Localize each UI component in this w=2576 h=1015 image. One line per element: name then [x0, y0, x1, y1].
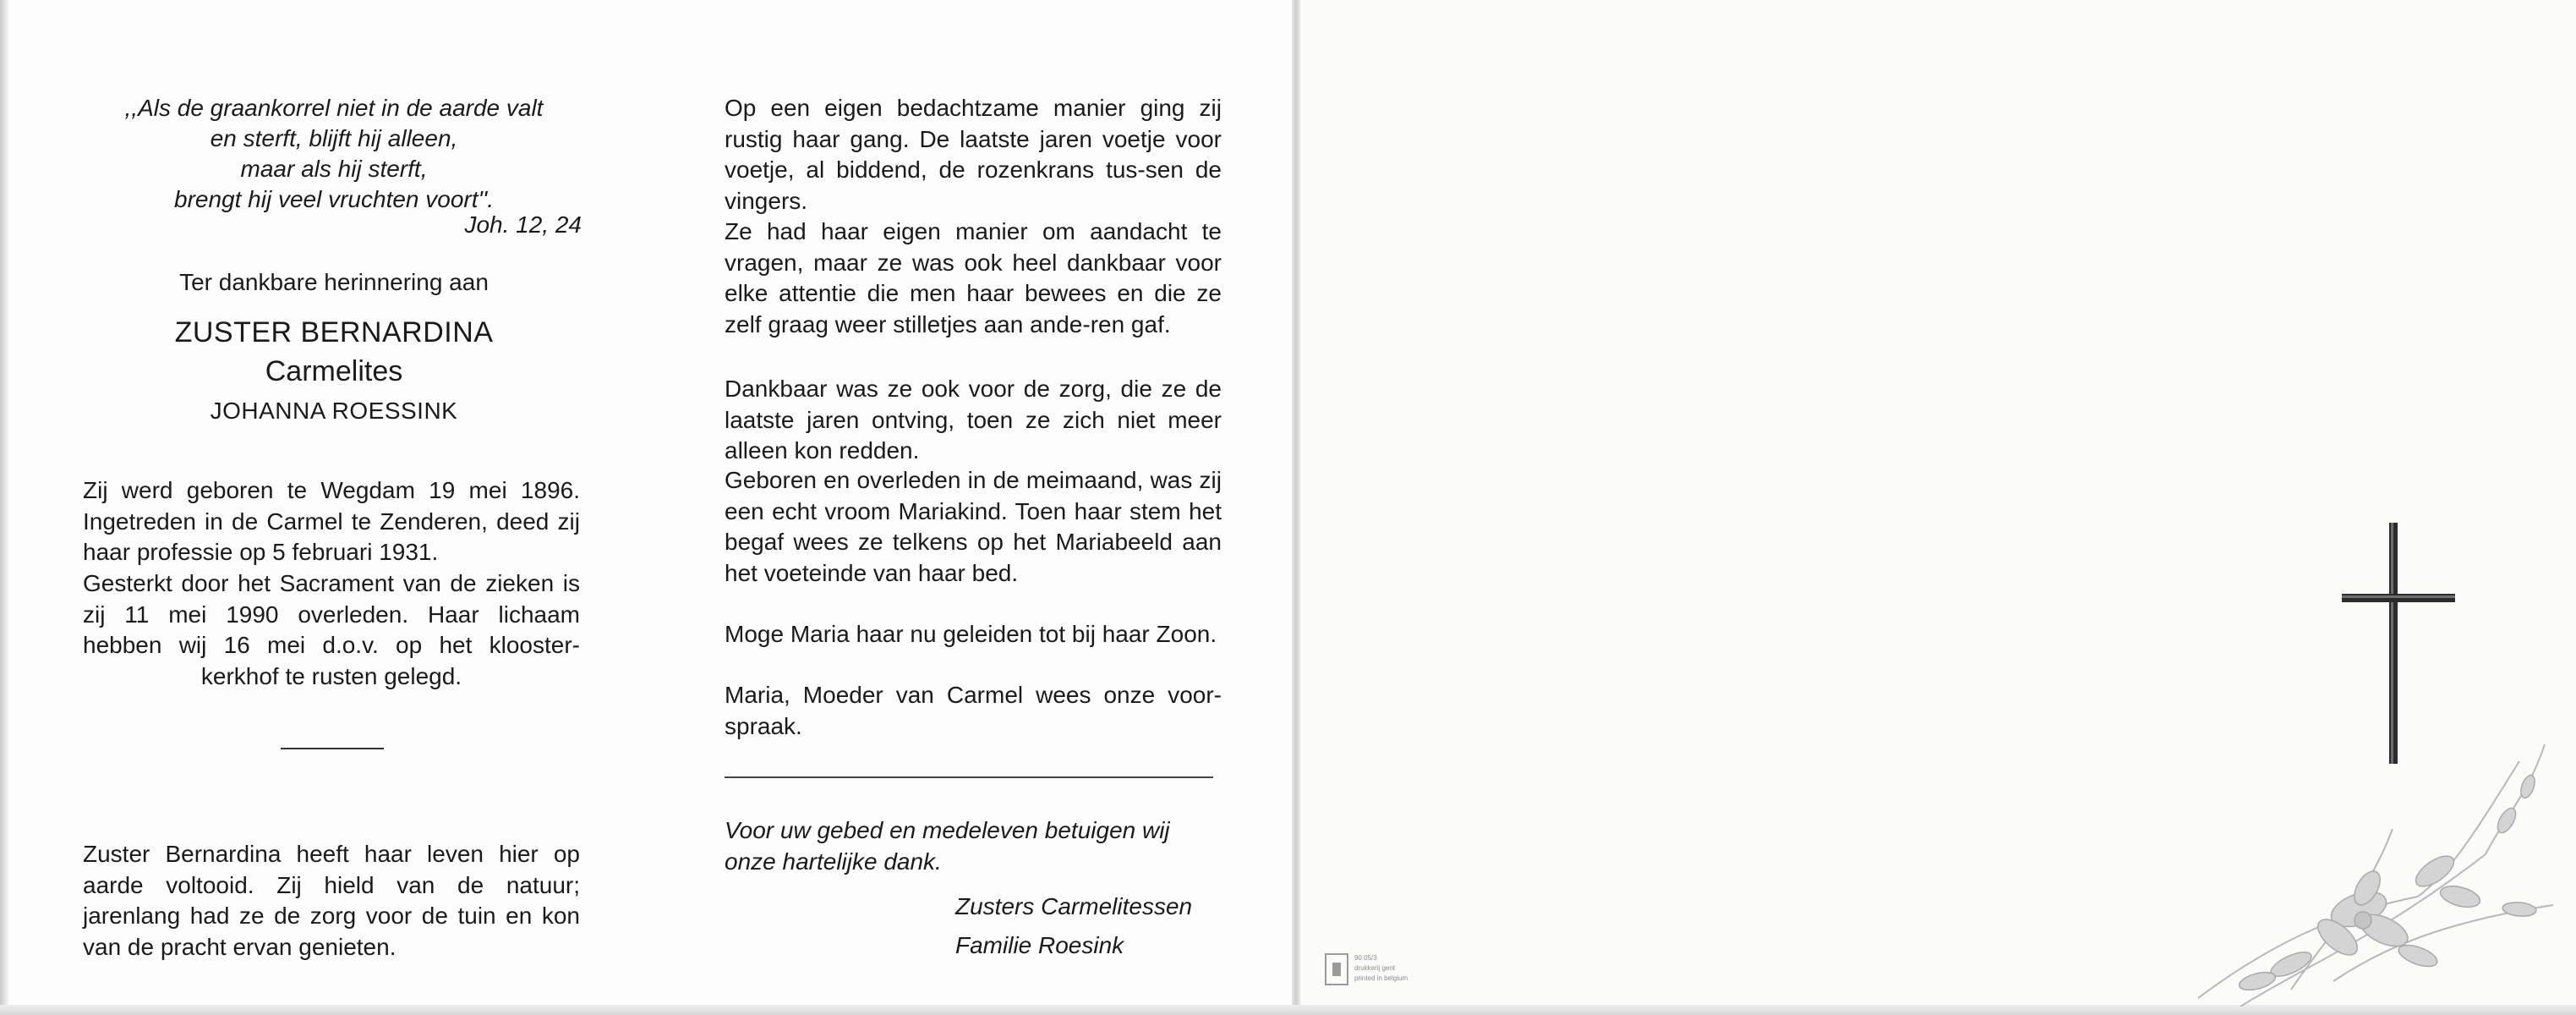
biography-paragraph: Zij werd geboren te Wegdam 19 mei 1896. Ingetreden in de Carmel te Zenderen, deed zij haar professie op 5 februari 1931.: [83, 477, 580, 565]
quote-line: brengt hij veel vruchten voort''.: [174, 186, 494, 212]
quote-line: en sterft, blijft hij alleen,: [210, 125, 458, 151]
biography-paragraph: [83, 568, 580, 692]
memorial-paragraph: Moge Maria haar nu geleiden tot bij haar Zoon.: [725, 621, 1217, 647]
flower-ornament-icon: [2164, 727, 2562, 1007]
memorial-paragraph: Maria, Moeder van Carmel wees onze voor-spraak.: [725, 682, 1222, 739]
quote-line: ,,Als de graankorrel niet in de aarde valt: [124, 95, 544, 121]
card-left-edge: [0, 0, 8, 1015]
memorial-paragraph: Op een eigen bedachtzame manier ging zij rustig haar gang. De laatste jaren voetje voor voetje, al biddend, de rozenkrans tus-sen de vingers.: [725, 95, 1222, 214]
memorial-paragraph: Geboren en overleden in de meimaand, was zij een echt vroom Mariakind. Toen haar stem het begaf wees ze telkens op het Mariabeeld aan het voeteinde van haar bed.: [725, 467, 1222, 586]
religious-order: Carmelites: [265, 355, 403, 387]
printer-brand: drukkerij gent: [1354, 964, 1396, 972]
deceased-name: ZUSTER BERNARDINA: [174, 316, 494, 348]
civil-name: JOHANNA ROESSINK: [210, 398, 458, 424]
printer-logo-icon: [1324, 952, 1349, 986]
memorial-paragraph: Dankbaar was ze ook voor de zorg, die ze de laatste jaren ontving, toen ze zich niet meer alleen kon redden.: [725, 376, 1222, 464]
divider-long: [725, 776, 1213, 778]
thanks-note: Voor uw gebed en medeleven betuigen wij onze hartelijke dank.: [725, 817, 1170, 875]
printer-mark: [1324, 946, 1493, 993]
biography-text-last-line: kerkhof te rusten gelegd.: [200, 662, 462, 689]
quote-reference: Joh. 12, 24: [464, 211, 582, 238]
memorial-paragraph: Ze had haar eigen manier om aandacht te vragen, maar ze was ook heel dankbaar voor elke attentie die men haar bewees en die ze zelf graag weer stilletjes aan ande-ren gaf.: [725, 218, 1222, 337]
remembrance-heading: Ter dankbare herinnering aan: [179, 269, 489, 295]
printer-origin: printed in belgium: [1354, 974, 1408, 982]
divider-short: [281, 748, 384, 749]
signature-family: Familie Roesink: [955, 932, 1124, 958]
biography-paragraph: Zuster Bernardina heeft haar leven hier op aarde voltooid. Zij hield van de natuur; jarenlang had ze de zorg voor de tuin en kon van de pracht ervan genieten.: [83, 841, 580, 960]
quote-line: maar als hij sterft,: [240, 156, 428, 182]
bible-quote: [85, 93, 583, 215]
printer-code: 90.05/3: [1354, 954, 1377, 962]
signature-sisters: Zusters Carmelitessen: [955, 893, 1193, 919]
biography-text: Gesterkt door het Sacrament van de zieken is zij 11 mei 1990 overleden. Haar lichaam hebben wij 16 mei d.o.v. op het klooster-: [83, 570, 580, 658]
